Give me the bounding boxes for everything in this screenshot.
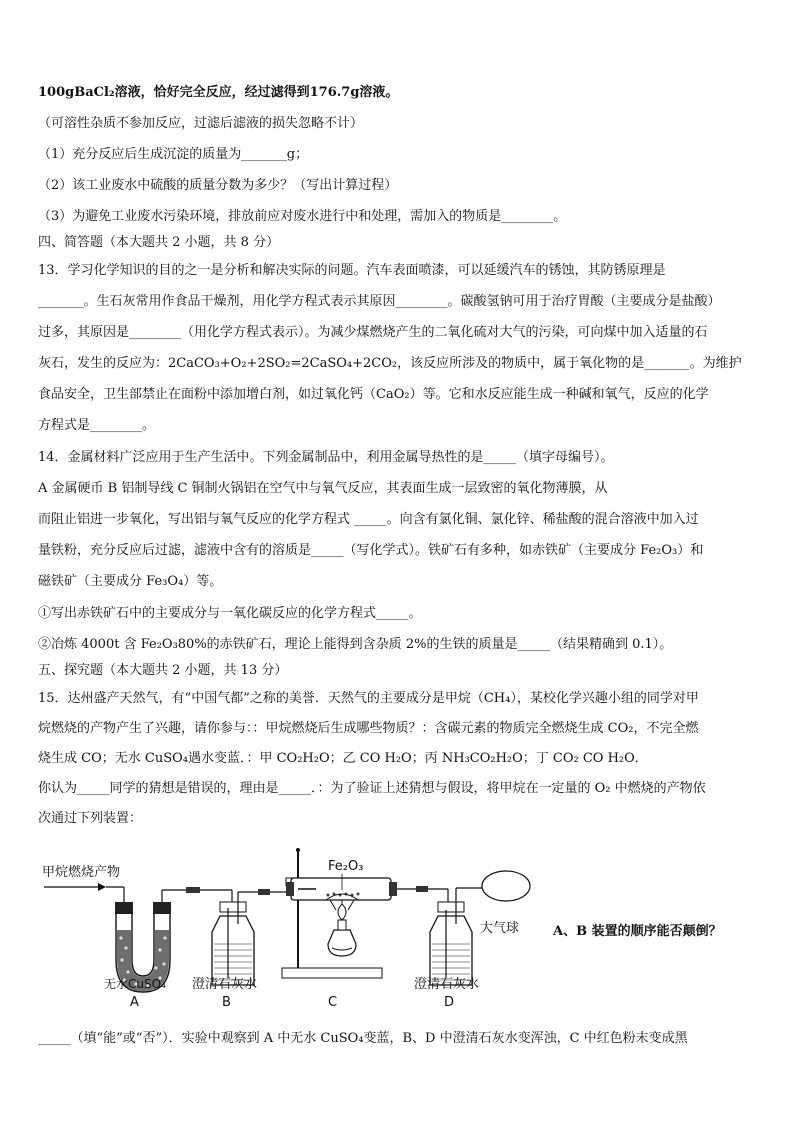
balloon bbox=[482, 871, 530, 901]
input-label: 甲烷燃烧产物 bbox=[42, 865, 121, 880]
apparatus-diagram bbox=[36, 840, 556, 1020]
line-3: （1）充分反应后生成沉淀的质量为_______g； bbox=[38, 147, 309, 162]
line-2: （可溶性杂质不参加反应，过滤后滤液的损失忽略不计） bbox=[38, 116, 364, 131]
order-question: A、B 装置的顺序能否颠倒？ bbox=[553, 924, 722, 939]
line-q13-2: _______。生石灰常用作食品干燥剂，用化学方程式表示其原因________。碳酸氢钠可用于治疗胃酸（主要成分是盐酸） bbox=[38, 294, 721, 309]
line-4: （2）该工业废水中硫酸的质量分数为多少？（写出计算过程） bbox=[38, 178, 398, 193]
line-q14-7: ②冶炼 4000t 含 Fe₂O₃80%的赤铁矿石，理论上能得到含杂质 2%的生铁的质量是_____（结果精确到 0.1）。 bbox=[38, 637, 673, 652]
balloon-label: 大气球 bbox=[480, 921, 520, 936]
letter-d: D bbox=[444, 995, 455, 1010]
wash-bottle-b bbox=[212, 902, 254, 985]
line-q15-4: 你认为_____同学的猜想是错误的，理由是_____．：为了验证上述猜想与假设，将甲烷在一定量的 O₂ 中燃烧的产物依 bbox=[38, 781, 706, 796]
line-q14-6: ①写出赤铁矿石中的主要成分与一氧化碳反应的化学方程式_____。 bbox=[38, 606, 422, 621]
reagent-d-label: 澄清石灰水 bbox=[414, 977, 480, 992]
line-q15-6: _____（填“能”或“否”）．实验中观察到 A 中无水 CuSO₄变蓝，B、D 中澄清石灰水变浑浊，C 中红色粉末变成黑 bbox=[38, 1031, 688, 1046]
line-q14-2: A 金属硬币 B 铝制导线 C 铜制火锅铝在空气中与氧气反应，其表面生成一层致密的氧化物薄膜，从 bbox=[38, 481, 608, 496]
line-q13-4: 灰石，发生的反应为：2CaCO₃+O₂+2SO₂=2CaSO₄+2CO₂，该反应所涉及的物质中，属于氧化物的是_______。为维护 bbox=[38, 356, 742, 371]
line-q13-5: 食品安全，卫生部禁止在面粉中添加增白剂，如过氧化钙（CaO₂）等。它和水反应能生成一种碱和氧气，反应的化学 bbox=[38, 387, 709, 402]
line-q15-2: 烷燃烧的产物产生了兴趣，请你参与：：甲烷燃烧后生成哪些物质？：含碳元素的物质完全燃烧生成 CO₂，不完全燃 bbox=[38, 721, 699, 736]
line-q13-3: 过多，其原因是________（用化学方程式表示）。为减少煤燃烧产生的二氧化硫对大气的污染，可向煤中加入适量的石 bbox=[38, 325, 708, 340]
section-5-heading: 五、探究题（本大题共 2 小题，共 13 分） bbox=[38, 663, 288, 678]
input-arrow bbox=[44, 883, 106, 891]
line-q14-1: 14．金属材料广泛应用于生产生活中。下列金属制品中，利用金属导热性的是_____（填字母编号）。 bbox=[38, 450, 614, 465]
letter-b: B bbox=[222, 995, 231, 1010]
line-q15-5: 次通过下列装置： bbox=[38, 811, 143, 826]
line-q13-6: 方程式是________。 bbox=[38, 418, 156, 433]
line-q14-3: 而阻止铝进一步氧化，写出铝与氧气反应的化学方程式 _____。向含有氯化铜、氯化锌、稀盐酸的混合溶液中加入过 bbox=[38, 512, 699, 527]
wash-bottle-d bbox=[430, 902, 472, 985]
reagent-b-label: 澄清石灰水 bbox=[192, 977, 258, 992]
section-4-heading: 四、简答题（本大题共 2 小题，共 8 分） bbox=[38, 235, 280, 250]
line-1: 100gBaCl₂溶液，恰好完全反应，经过滤得到176.7g溶液。 bbox=[38, 85, 399, 100]
line-q14-5: 磁铁矿（主要成分 Fe₃O₄）等。 bbox=[38, 574, 223, 589]
letter-a: A bbox=[130, 995, 139, 1010]
line-q15-1: 15．达州盛产天然气，有“中国气都”之称的美誉．天然气的主要成分是甲烷（CH₄），某校化学兴趣小组的同学对甲 bbox=[38, 691, 699, 706]
reagent-a-label: 无水CuSO₄ bbox=[104, 977, 166, 991]
line-q13-1: 13．学习化学知识的目的之一是分析和解决实际的问题。汽车表面喷漆，可以延缓汽车的锈蚀，其防锈原理是 bbox=[38, 263, 666, 278]
oxide-label: Fe₂O₃ bbox=[328, 859, 364, 874]
line-5: （3）为避免工业废水污染环境，排放前应对废水进行中和处理，需加入的物质是________。 bbox=[38, 209, 567, 224]
letter-c: C bbox=[328, 995, 338, 1010]
line-q15-3: 烧生成 CO；无水 CuSO₄遇水变蓝．：甲 CO₂H₂O；乙 CO H₂O；丙 NH₃CO₂H₂O；丁 CO₂ CO H₂O． bbox=[38, 751, 648, 766]
line-q14-4: 量铁粉，充分反应后过滤，滤液中含有的溶质是_____（写化学式）。铁矿石有多种，如赤铁矿（主要成分 Fe₂O₃）和 bbox=[38, 543, 704, 558]
